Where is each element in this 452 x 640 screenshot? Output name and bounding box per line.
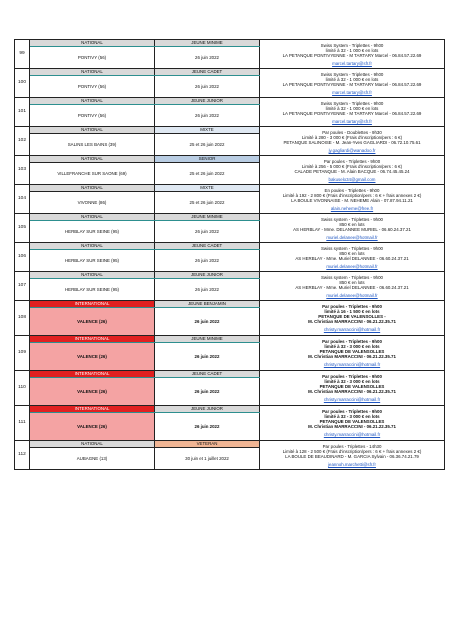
detail-line: Limité à 192 - 2 800 € (Frais d'inscription/pers : 6 € + frais annexes 2 €) <box>282 192 422 198</box>
detail-line: Par poules - Triplettes - 9h00 <box>322 374 382 380</box>
competition-number: 109 <box>15 336 30 371</box>
competition-date: 26 juin 2022 <box>155 47 260 69</box>
competition-city: VALENCE (26) <box>30 343 155 371</box>
detail-line: Limité à 280 - 3 000 € (Frais d'inscription/pers : 6 €) <box>301 134 403 140</box>
competition-level: NATIONAL <box>30 441 155 448</box>
contact-email-link[interactable]: jeannoh.marchetti@sfr.fr <box>328 461 376 467</box>
competition-category: JEUNE MINIME <box>155 214 260 221</box>
competition-city: PONTIVY (56) <box>30 76 155 98</box>
competition-date: 25 et 26 juin 2022 <box>155 192 260 214</box>
competition-details <box>260 301 445 336</box>
competition-city: VILLEFRANCHE SUR SAONE (69) <box>30 163 155 185</box>
contact-email-link[interactable]: muriel.delanee@hotmail.fr <box>326 234 378 240</box>
competition-level: INTERNATIONAL <box>30 371 155 378</box>
competition-number: 107 <box>15 272 30 301</box>
competition-details <box>260 127 445 156</box>
competition-category: JEUNE MINIME <box>155 40 260 47</box>
detail-line: M. Christian MARRACCINI - 06.21.22.35.71 <box>308 389 396 395</box>
competition-date: 26 juin 2022 <box>155 105 260 127</box>
competition-category: JEUNE JUNIOR <box>155 98 260 105</box>
competition-city: PONTIVY (56) <box>30 105 155 127</box>
detail-line: M. Christian MARRACCINI - 06.21.22.35.71 <box>308 319 396 325</box>
competition-header-row <box>15 272 445 279</box>
competition-level: NATIONAL <box>30 127 155 134</box>
competition-header-row <box>15 98 445 105</box>
competition-level: NATIONAL <box>30 69 155 76</box>
competition-city: PONTIVY (56) <box>30 47 155 69</box>
competition-number: 101 <box>15 98 30 127</box>
competition-city: HERBLAY SUR SEINE (95) <box>30 221 155 243</box>
competition-date: 26 juin 2022 <box>155 250 260 272</box>
detail-line: Swiss system - Triplettes - 9h00 <box>321 245 383 251</box>
detail-line: limité à 16 - 1 500 € en lots <box>324 309 380 315</box>
detail-line: Par poules - Doublettes - 9h30 <box>322 129 382 135</box>
detail-line: PETANQUE DE VALENSOLLES <box>319 349 385 355</box>
competition-date: 26 juin 2022 <box>155 279 260 301</box>
competition-details <box>260 69 445 98</box>
detail-line: Par poules - Triplettes - 14h30 <box>322 443 382 449</box>
detail-line: limité à 32 - 1 000 € en lots <box>325 105 379 111</box>
competition-city: VALENCE (26) <box>30 413 155 441</box>
competition-number: 108 <box>15 301 30 336</box>
competition-date: 26 juin 2022 <box>155 413 260 441</box>
competition-category: MIXTE <box>155 127 260 134</box>
detail-line: limité à 32 - 3 000 € en lots <box>324 344 380 350</box>
contact-email-link[interactable]: muriel.delanee@hotmail.fr <box>326 292 378 298</box>
competition-level: NATIONAL <box>30 243 155 250</box>
competition-header-row <box>15 406 445 413</box>
competition-header-row <box>15 69 445 76</box>
contact-email-link[interactable]: marcel.tartary@sfr.fr <box>332 118 372 124</box>
competition-header-row <box>15 40 445 47</box>
competition-header-row <box>15 336 445 343</box>
detail-line: limité à 32 - 1 000 € en lots <box>325 76 379 82</box>
competition-level: NATIONAL <box>30 272 155 279</box>
competition-category: JEUNE JUNIOR <box>155 406 260 413</box>
competition-city: AUBAGNE (13) <box>30 448 155 470</box>
competition-details <box>260 336 445 371</box>
competition-level: INTERNATIONAL <box>30 336 155 343</box>
competition-date: 26 juin 2022 <box>155 378 260 406</box>
competition-date: 26 juin 2022 <box>155 308 260 336</box>
detail-line: Par poules - Triplettes - 9h00 <box>322 409 382 415</box>
competition-header-row <box>15 441 445 448</box>
competition-category: JEUNE JUNIOR <box>155 272 260 279</box>
competition-details <box>260 371 445 406</box>
contact-email-link[interactable]: marcel.tartary@sfr.fr <box>332 89 372 95</box>
competition-category: JEUNE CADET <box>155 69 260 76</box>
competition-number: 100 <box>15 69 30 98</box>
competition-number: 102 <box>15 127 30 156</box>
detail-line: Limité à 128 - 2 500 € (Frais d'inscription/pers : 6 € + frais annexes 2 €) <box>282 448 422 454</box>
detail-line: limité à 32 - 1 000 € en lots <box>325 47 379 53</box>
competition-header-row <box>15 156 445 163</box>
competition-city: HERBLAY SUR SEINE (95) <box>30 250 155 272</box>
detail-line: Par poules - Triplettes - 9h00 <box>322 339 382 345</box>
competition-level: NATIONAL <box>30 185 155 192</box>
competition-city: SALINS LES BAINS (39) <box>30 134 155 156</box>
contact-email-link[interactable]: christy.marraccini@hotmail.fr <box>323 362 381 368</box>
competition-details <box>260 441 445 470</box>
competition-level: NATIONAL <box>30 214 155 221</box>
competition-header-row <box>15 301 445 308</box>
competition-header-row <box>15 185 445 192</box>
competition-category: JEUNE CADET <box>155 243 260 250</box>
competition-date: 25 et 26 juin 2022 <box>155 134 260 156</box>
detail-line: CALADE PETANQUE - M. Alain BACQUE - 06.74.45.45.24 <box>294 168 410 174</box>
detail-line: LA BOULE VIVONNAISE - M. NEHEME Alain - 07.87.94.11.21 <box>291 197 413 203</box>
competition-level: INTERNATIONAL <box>30 406 155 413</box>
competition-category: MIXTE <box>155 185 260 192</box>
competition-details <box>260 156 445 185</box>
detail-line: Swiss System - Triplettes - 9h00 <box>320 71 384 77</box>
contact-email-link[interactable]: alain.neheme@free.fr <box>330 205 374 211</box>
competition-header-row <box>15 243 445 250</box>
competition-date: 30 juin et 1 juillet 2022 <box>155 448 260 470</box>
competition-date: 25 et 26 juin 2022 <box>155 163 260 185</box>
competition-city: VALENCE (26) <box>30 378 155 406</box>
contact-email-link[interactable]: bakuselo34@gmail.com <box>328 176 376 182</box>
competition-header-row <box>15 127 445 134</box>
contact-email-link[interactable]: christy.marraccini@hotmail.fr <box>323 327 381 333</box>
detail-line: 850 € en lots <box>339 250 365 256</box>
competition-city: HERBLAY SUR SEINE (95) <box>30 279 155 301</box>
competition-category: JEUNE MINIME <box>155 336 260 343</box>
detail-line: 850 € en lots <box>339 221 365 227</box>
competition-schedule-table <box>14 39 445 470</box>
detail-line: M. Christian MARRACCINI - 06.21.22.35.71 <box>308 354 396 360</box>
competition-date: 26 juin 2022 <box>155 221 260 243</box>
competition-level: NATIONAL <box>30 98 155 105</box>
detail-line: Limité à 256 - 5 000 € (Frais d'inscription/pers : 6 €) <box>301 163 403 169</box>
contact-email-link[interactable]: jy.gagliardi@wanadoo.fr <box>328 147 376 153</box>
competition-details <box>260 214 445 243</box>
detail-line: Swiss system - Triplettes - 9h00 <box>321 216 383 222</box>
competition-details <box>260 272 445 301</box>
detail-line: LA BOULE DE BEAUDINARD - M. GARCIA Sylvain - 06.36.74.21.79 <box>285 453 419 459</box>
detail-line: Swiss System - Triplettes - 9h00 <box>320 100 384 106</box>
competition-number: 99 <box>15 40 30 69</box>
competition-details <box>260 243 445 272</box>
detail-line: Swiss system - Triplettes - 9h00 <box>321 274 383 280</box>
competition-header-row <box>15 371 445 378</box>
detail-line: AS HERBLAY - Mme. Muriel DELANNEE - 06.60.24.37.21 <box>295 284 409 290</box>
competition-category: JEUNE CADET <box>155 371 260 378</box>
competition-city: VALENCE (26) <box>30 308 155 336</box>
detail-line: AS HERBLAY - Mme. Muriel DELANNEE - 06.60.24.37.21 <box>295 255 409 261</box>
competition-number: 104 <box>15 185 30 214</box>
detail-line: LA PETANQUE PONTIVYENNE - M TARTARY Marcel - 06.84.57.22.69 <box>282 81 422 87</box>
detail-line: 850 € en lots <box>339 279 365 285</box>
competition-category: JEUNE BENJAMIN <box>155 301 260 308</box>
contact-email-link[interactable]: christy.marraccini@hotmail.fr <box>323 432 381 438</box>
competition-number: 111 <box>15 406 30 441</box>
competition-details <box>260 98 445 127</box>
detail-line: Swiss System - Triplettes - 9h00 <box>320 42 384 48</box>
competition-city: VIVONNE (86) <box>30 192 155 214</box>
competition-category: VETERAN <box>155 441 260 448</box>
competition-number: 110 <box>15 371 30 406</box>
detail-line: LA PETANQUE PONTIVYENNE - M TARTARY Marcel - 06.84.57.22.69 <box>282 110 422 116</box>
competition-date: 26 juin 2022 <box>155 76 260 98</box>
detail-line: PETANQUE DE VALENSOLLES <box>319 419 385 425</box>
competition-category: SENIOR <box>155 156 260 163</box>
detail-line: PETANQUE SALINOISE - M. Jean-Yves GAGLIARDI - 06.72.10.75.61 <box>283 139 421 145</box>
competition-details <box>260 40 445 69</box>
detail-line: AS HERBLAY - Mme. DELANNEE MURIEL - 06.60.24.37.21 <box>293 226 411 232</box>
detail-line: limité à 32 - 3 000 € en lots <box>324 379 380 385</box>
competition-header-row <box>15 214 445 221</box>
competition-number: 106 <box>15 243 30 272</box>
competition-number: 112 <box>15 441 30 470</box>
detail-line: Par poules - Triplettes - 9h00 <box>322 304 382 310</box>
competition-details <box>260 185 445 214</box>
detail-line: En poules - Triplettes - 9h00 <box>324 187 380 193</box>
competition-level: NATIONAL <box>30 156 155 163</box>
detail-line: Par poules - Triplettes - 9h00 <box>323 158 381 164</box>
competition-level: NATIONAL <box>30 40 155 47</box>
contact-email-link[interactable]: marcel.tartary@sfr.fr <box>332 60 372 66</box>
detail-line: limité à 32 - 3 000 € en lots <box>324 414 380 420</box>
detail-line: PETANQUE DE VALENSOLLES - <box>318 314 386 320</box>
competition-number: 103 <box>15 156 30 185</box>
detail-line: PETANQUE DE VALENSOLLES <box>319 384 385 390</box>
contact-email-link[interactable]: christy.marraccini@hotmail.fr <box>323 397 381 403</box>
contact-email-link[interactable]: muriel.delanee@hotmail.fr <box>326 263 378 269</box>
competition-level: INTERNATIONAL <box>30 301 155 308</box>
competition-details <box>260 406 445 441</box>
detail-line: LA PETANQUE PONTIVYENNE - M TARTARY Marcel - 06.84.57.22.69 <box>282 52 422 58</box>
detail-line: M. Christian MARRACCINI - 06.21.22.35.71 <box>308 424 396 430</box>
competition-date: 26 juin 2022 <box>155 343 260 371</box>
competition-number: 105 <box>15 214 30 243</box>
